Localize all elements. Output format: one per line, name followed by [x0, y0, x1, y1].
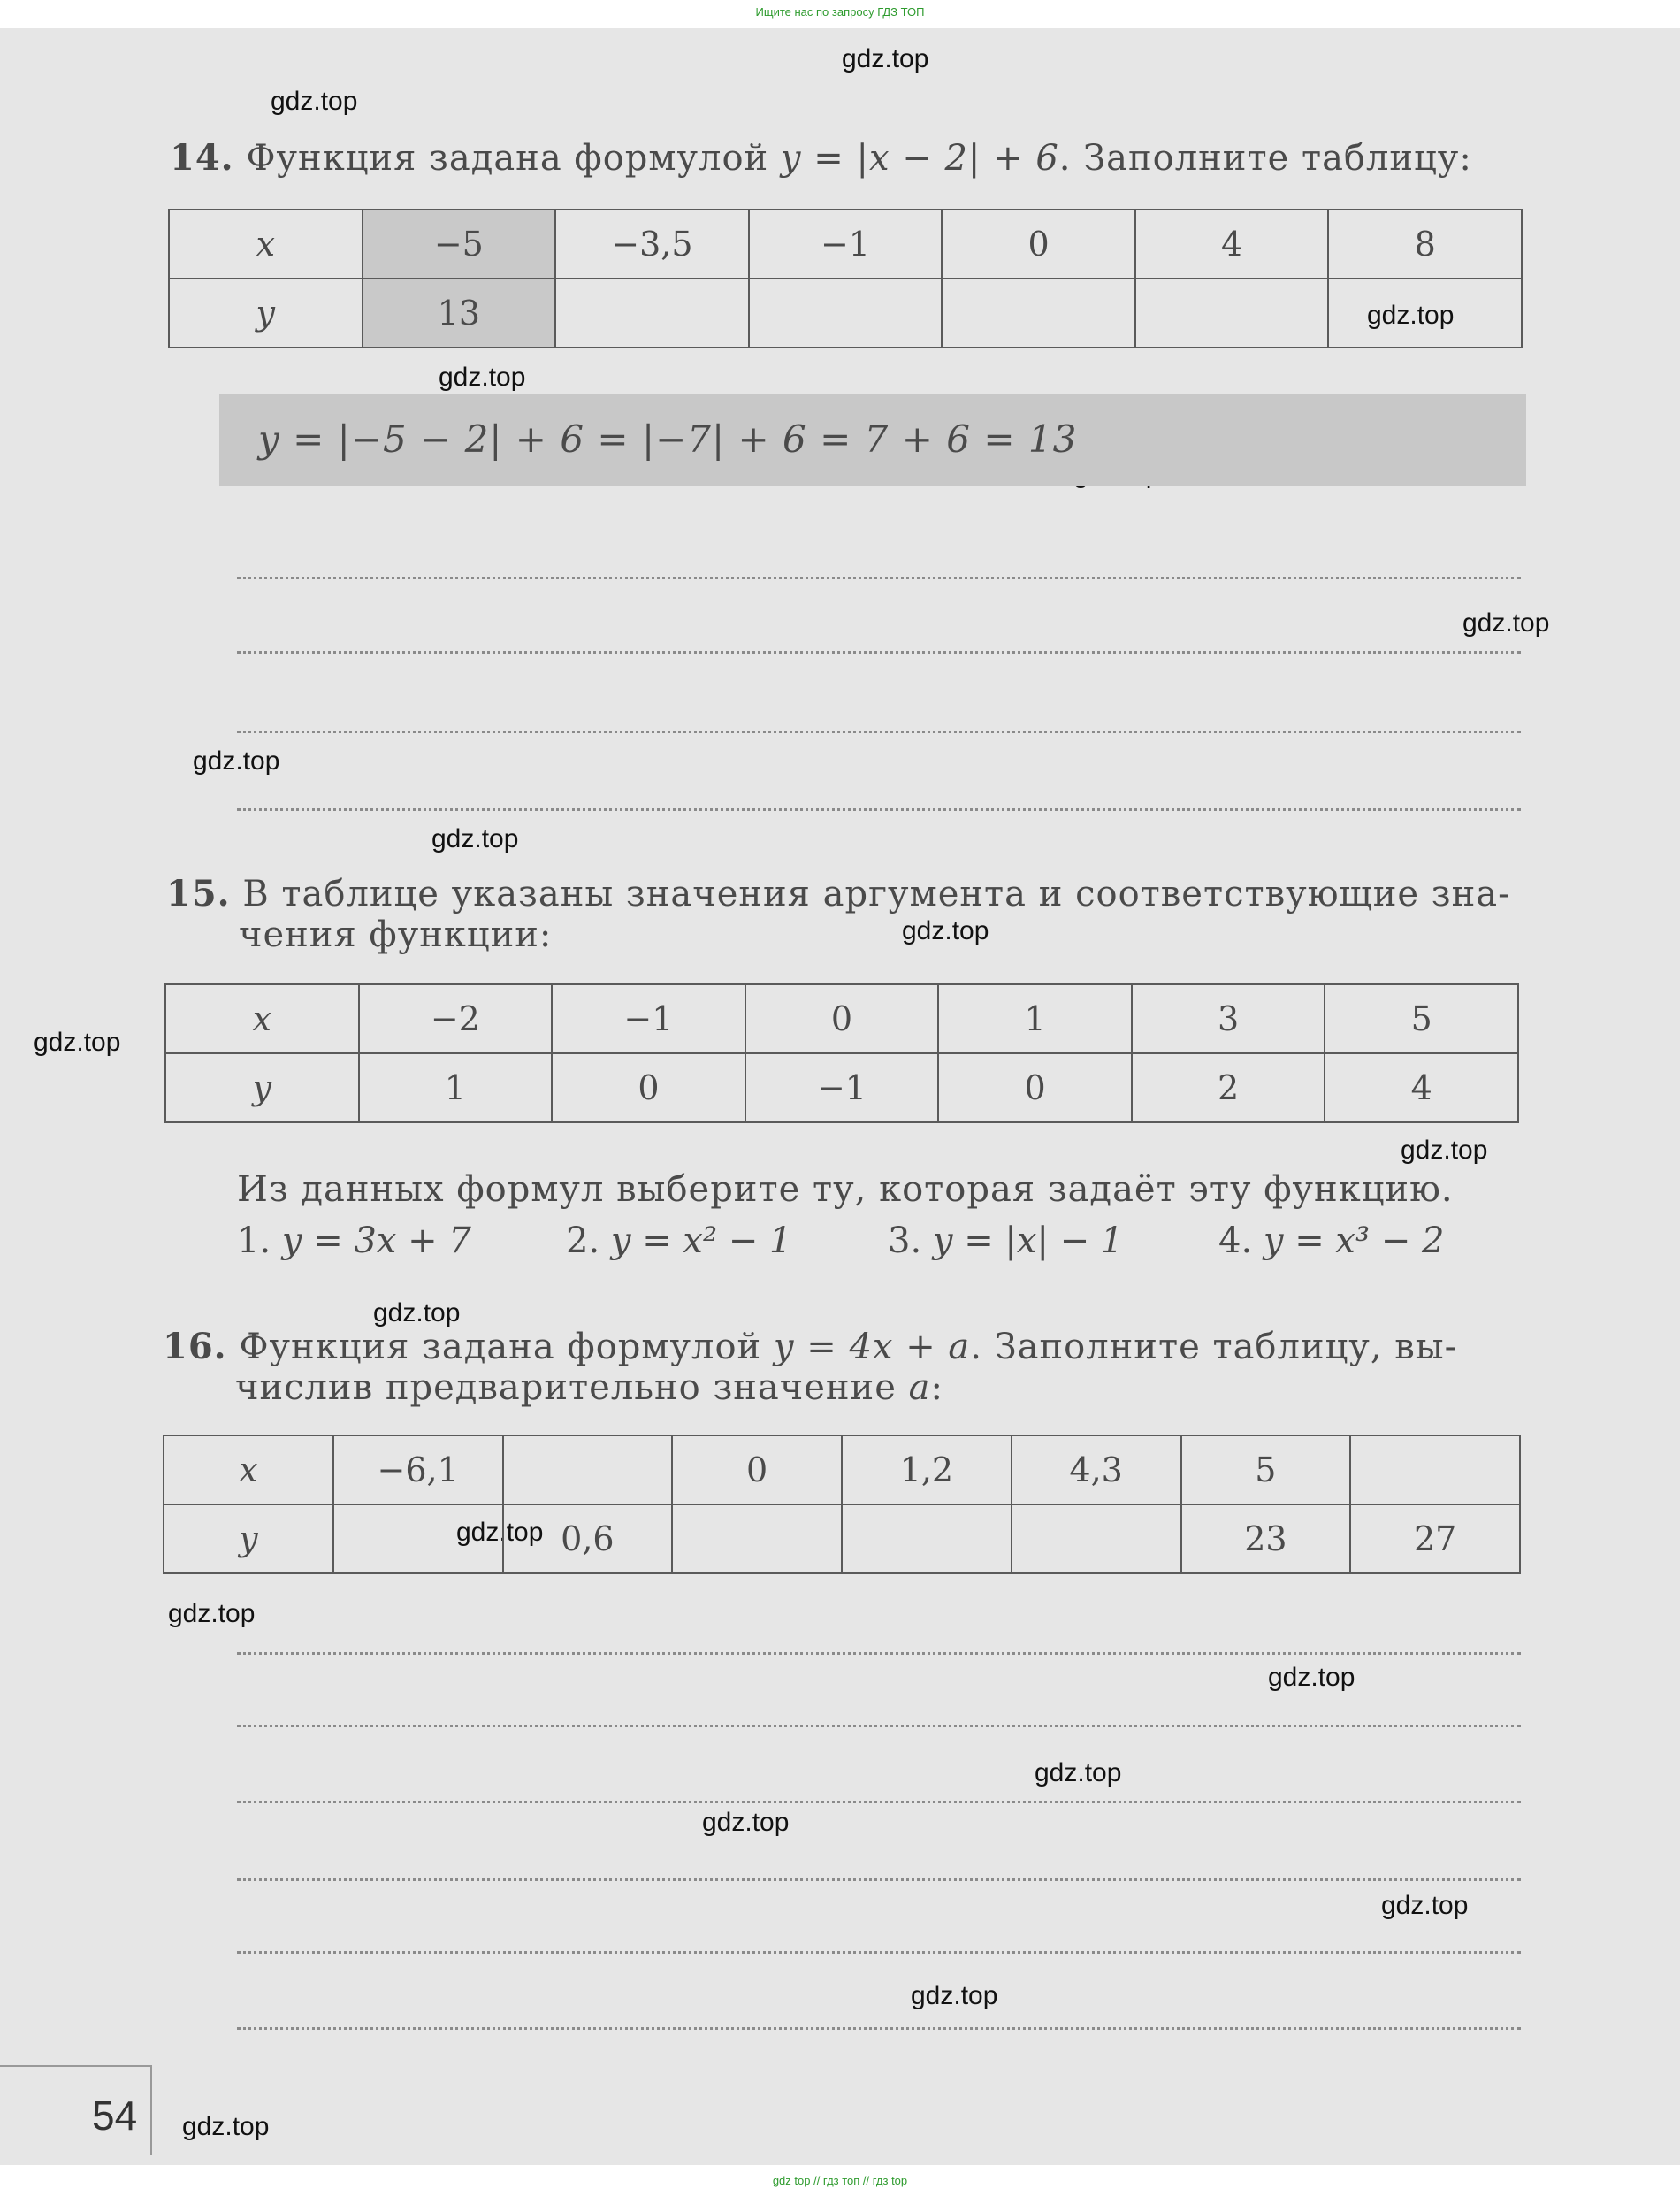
- watermark: gdz.top: [902, 916, 989, 945]
- table-cell: −1: [745, 1053, 939, 1122]
- table-cell: −2: [359, 984, 553, 1053]
- answer-line[interactable]: [237, 651, 1521, 654]
- task-15-table: [164, 983, 1519, 1123]
- option-2[interactable]: 2. y = x² − 1: [566, 1220, 792, 1261]
- x-label: x: [169, 210, 363, 279]
- answer-cell[interactable]: [672, 1504, 842, 1573]
- x-label: x: [164, 1435, 333, 1504]
- answer-cell[interactable]: [555, 279, 749, 348]
- watermark: gdz.top: [1268, 1663, 1355, 1692]
- x-label: x: [165, 984, 359, 1053]
- answer-line[interactable]: [237, 1951, 1521, 1954]
- answer-cell[interactable]: [1135, 279, 1329, 348]
- watermark: gdz.top: [911, 1981, 998, 2010]
- answer-line[interactable]: [237, 2027, 1521, 2030]
- watermark: gdz.top: [34, 1028, 121, 1057]
- task-16-heading: 16. Функция задана формулой y = 4x + a. Заполните таблицу, вы- числив предварительно значение a:: [163, 1326, 1458, 1408]
- watermark: gdz.top: [1367, 301, 1455, 330]
- answer-cell[interactable]: [749, 279, 943, 348]
- table-cell: 3: [1132, 984, 1325, 1053]
- option-3[interactable]: 3. y = |x| − 1: [888, 1220, 1124, 1261]
- table-cell: 1,2: [842, 1435, 1012, 1504]
- option-1[interactable]: 1. y = 3x + 7: [237, 1220, 471, 1261]
- page-number-box: [0, 2065, 152, 2155]
- answer-line[interactable]: [237, 1725, 1521, 1727]
- watermark: gdz.top: [1381, 1891, 1469, 1920]
- answer-cell[interactable]: [1328, 279, 1522, 348]
- header-note: Ищите нас по запросу ГДЗ ТОП: [755, 5, 925, 19]
- watermark: gdz.top: [271, 87, 358, 116]
- watermark: gdz.top: [373, 1298, 461, 1328]
- table-cell: 13: [363, 279, 556, 348]
- footer-note: gdz top // гдз топ // гдз top: [772, 2174, 908, 2187]
- watermark: gdz.top: [439, 363, 526, 392]
- y-label: y: [164, 1504, 333, 1573]
- table-cell: 2: [1132, 1053, 1325, 1122]
- answer-cell[interactable]: [503, 1435, 673, 1504]
- table-cell: 1: [359, 1053, 553, 1122]
- answer-cell[interactable]: [333, 1504, 503, 1573]
- watermark: gdz.top: [1401, 1136, 1488, 1165]
- table-cell: 0: [745, 984, 939, 1053]
- table-cell: 0: [672, 1435, 842, 1504]
- table-cell: −1: [552, 984, 745, 1053]
- table-cell: 0: [938, 1053, 1132, 1122]
- task-14-heading: 14. Функция задана формулой y = |x − 2| + 6. Заполните таблицу:: [170, 137, 1472, 179]
- answer-line[interactable]: [237, 577, 1521, 579]
- answer-line[interactable]: [237, 731, 1521, 733]
- table-cell: 4,3: [1012, 1435, 1181, 1504]
- answer-cell[interactable]: [942, 279, 1135, 348]
- table-cell: 0: [552, 1053, 745, 1122]
- table-cell: 4: [1325, 1053, 1518, 1122]
- watermark: gdz.top: [702, 1808, 790, 1837]
- page-number: 54: [92, 2093, 138, 2139]
- watermark: gdz.top: [431, 824, 519, 853]
- table-cell: 23: [1181, 1504, 1351, 1573]
- watermark: gdz.top: [182, 2112, 270, 2141]
- table-cell: 5: [1181, 1435, 1351, 1504]
- table-cell: 1: [938, 984, 1132, 1053]
- y-label: y: [165, 1053, 359, 1122]
- table-cell: −6,1: [333, 1435, 503, 1504]
- task-14-table: [168, 209, 1523, 348]
- table-cell: −5: [363, 210, 556, 279]
- watermark: gdz.top: [1035, 1758, 1122, 1787]
- option-4[interactable]: 4. y = x³ − 2: [1218, 1220, 1445, 1261]
- answer-line[interactable]: [237, 808, 1521, 811]
- answer-line[interactable]: [237, 1801, 1521, 1803]
- table-cell: 4: [1135, 210, 1329, 279]
- table-cell: 27: [1350, 1504, 1520, 1573]
- watermark: gdz.top: [456, 1518, 544, 1547]
- table-cell: 5: [1325, 984, 1518, 1053]
- answer-cell[interactable]: [1012, 1504, 1181, 1573]
- watermark: gdz.top: [168, 1599, 256, 1628]
- watermark: gdz.top: [193, 746, 280, 776]
- table-cell: −1: [749, 210, 943, 279]
- table-cell: −3,5: [555, 210, 749, 279]
- answer-cell[interactable]: [842, 1504, 1012, 1573]
- task-16-table: [163, 1435, 1521, 1574]
- answer-line[interactable]: [237, 1652, 1521, 1655]
- task-15-heading: 15. В таблице указаны значения аргумента и соответствующие зна- чения функции:: [166, 873, 1511, 955]
- answer-line[interactable]: [237, 1878, 1521, 1881]
- y-label: y: [169, 279, 363, 348]
- table-cell: 8: [1328, 210, 1522, 279]
- answer-cell[interactable]: [1350, 1435, 1520, 1504]
- task-14-solution: y = |−5 − 2| + 6 = |−7| + 6 = 7 + 6 = 13: [258, 417, 1078, 461]
- watermark: gdz.top: [1462, 608, 1550, 638]
- watermark: gdz.top: [842, 44, 929, 73]
- task-14-solution-box: [219, 394, 1526, 486]
- table-cell: 0,6: [503, 1504, 673, 1573]
- task-15-question: Из данных формул выберите ту, которая задаёт эту функцию.: [237, 1169, 1454, 1210]
- table-cell: 0: [942, 210, 1135, 279]
